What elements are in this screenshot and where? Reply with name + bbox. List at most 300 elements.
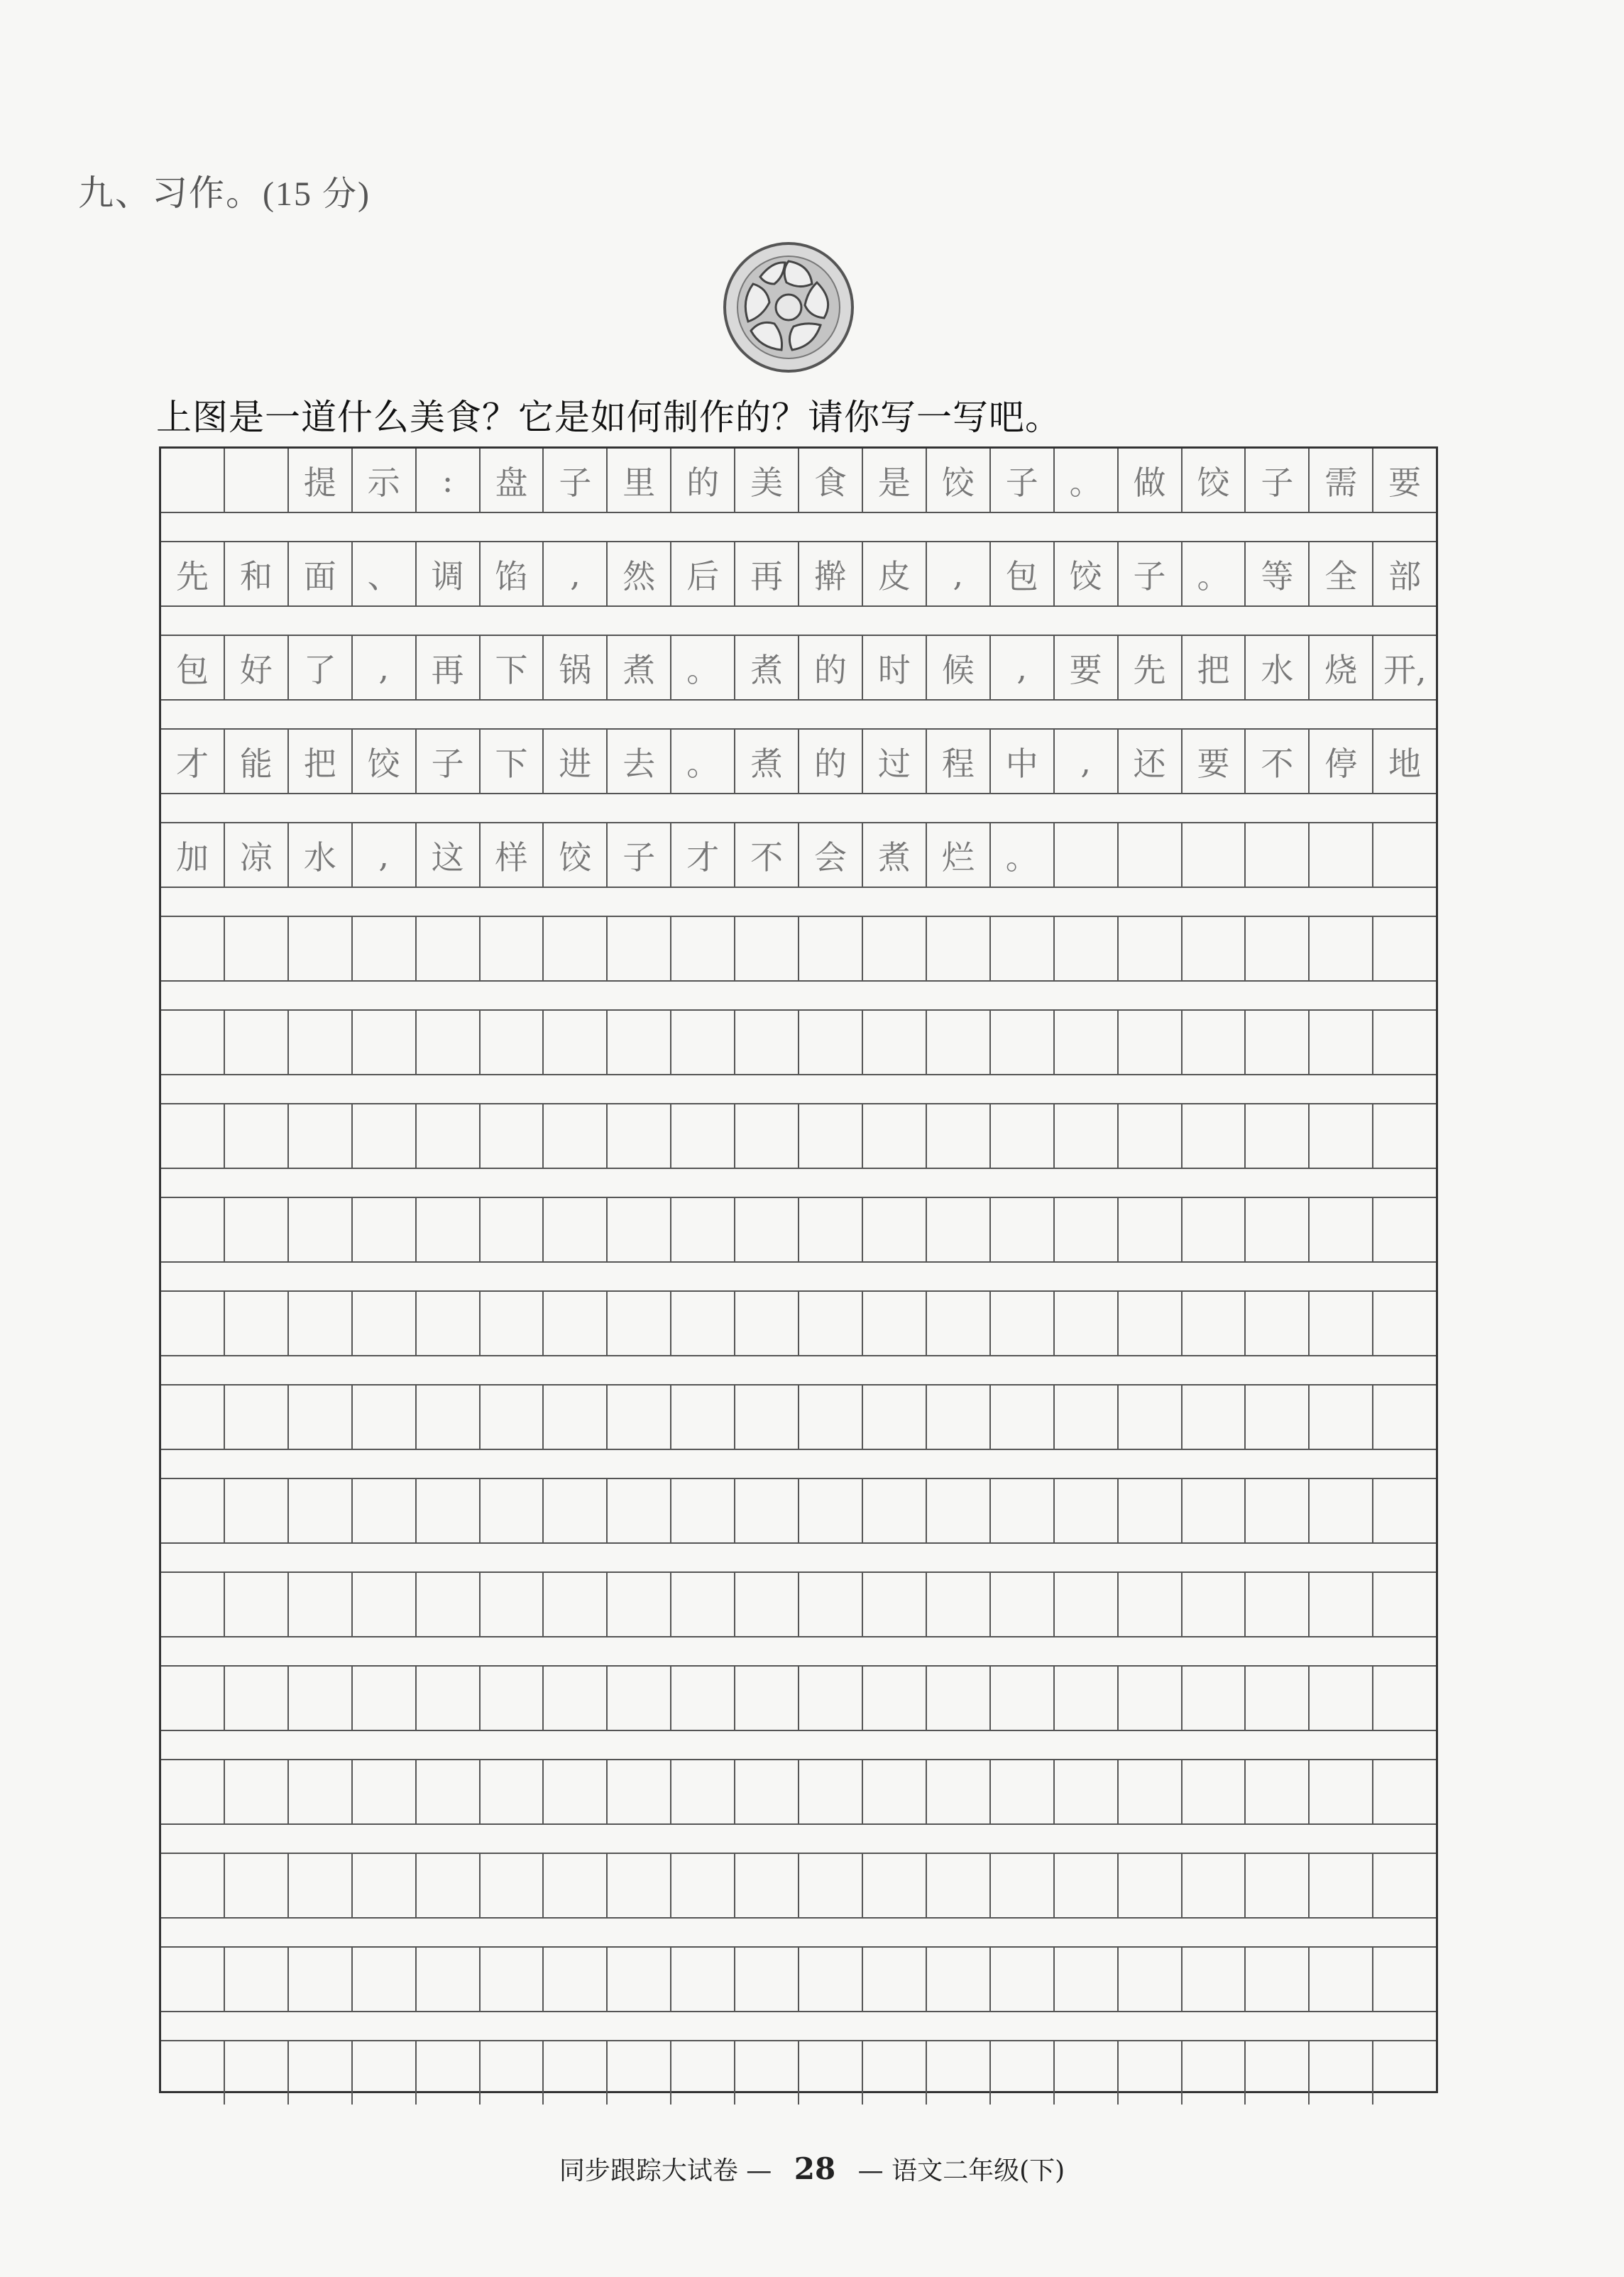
grid-cell[interactable] xyxy=(1373,823,1436,887)
grid-cell[interactable] xyxy=(1183,1198,1246,1261)
grid-cell[interactable] xyxy=(1246,1479,1310,1542)
grid-cell[interactable] xyxy=(1055,1573,1119,1636)
grid-cell[interactable] xyxy=(544,1854,608,1917)
grid-cell[interactable] xyxy=(671,1011,735,1074)
grid-cell[interactable] xyxy=(1246,2041,1310,2105)
grid-cell[interactable] xyxy=(225,917,289,980)
grid-cell[interactable] xyxy=(1310,1760,1373,1823)
grid-cell[interactable] xyxy=(1310,2041,1373,2105)
grid-cell[interactable] xyxy=(671,917,735,980)
footer-dash-left: — xyxy=(746,2156,772,2185)
grid-cell[interactable] xyxy=(353,917,417,980)
grid-cell[interactable] xyxy=(1119,1948,1183,2011)
grid-cell[interactable] xyxy=(1246,1292,1310,1355)
grid-cell[interactable] xyxy=(671,1667,735,1730)
grid-cell: 去 xyxy=(608,730,671,793)
grid-cell[interactable] xyxy=(544,1760,608,1823)
grid-cell[interactable] xyxy=(863,1104,927,1168)
grid-cell[interactable] xyxy=(481,1011,544,1074)
grid-cell[interactable] xyxy=(991,1760,1055,1823)
grid-cell[interactable] xyxy=(927,1479,991,1542)
grid-cell[interactable] xyxy=(1055,1386,1119,1449)
grid-cell[interactable] xyxy=(735,2041,799,2105)
section-score: (15 分) xyxy=(263,175,371,213)
grid-cell[interactable] xyxy=(1373,1011,1436,1074)
grid-cell[interactable] xyxy=(608,1479,671,1542)
grid-cell[interactable] xyxy=(1246,1198,1310,1261)
grid-cell[interactable] xyxy=(481,1292,544,1355)
grid-cell[interactable] xyxy=(417,1386,481,1449)
grid-cell[interactable] xyxy=(1183,1292,1246,1355)
grid-cell[interactable] xyxy=(1310,1198,1373,1261)
grid-cell[interactable] xyxy=(735,1292,799,1355)
grid-cell[interactable] xyxy=(927,1386,991,1449)
grid-cell[interactable] xyxy=(1246,1573,1310,1636)
grid-cell[interactable] xyxy=(1119,1573,1183,1636)
grid-cell[interactable] xyxy=(353,2041,417,2105)
grid-cell[interactable] xyxy=(799,2041,863,2105)
grid-row xyxy=(161,1168,1436,1261)
grid-cell[interactable] xyxy=(608,1386,671,1449)
grid-cell[interactable] xyxy=(927,2041,991,2105)
grid-cell: 再 xyxy=(417,636,481,699)
grid-cell[interactable] xyxy=(481,1479,544,1542)
grid-cell[interactable] xyxy=(161,1011,225,1074)
grid-cell[interactable] xyxy=(1310,1573,1373,1636)
grid-cell[interactable] xyxy=(417,1573,481,1636)
grid-cell[interactable] xyxy=(289,1573,353,1636)
grid-cell[interactable] xyxy=(863,1760,927,1823)
grid-cell[interactable] xyxy=(608,917,671,980)
grid-cell[interactable] xyxy=(481,1573,544,1636)
grid-cell[interactable] xyxy=(1119,917,1183,980)
grid-cell[interactable] xyxy=(863,2041,927,2105)
grid-cell[interactable] xyxy=(671,1198,735,1261)
grid-cell[interactable] xyxy=(353,1573,417,1636)
grid-cell[interactable] xyxy=(991,1667,1055,1730)
grid-cell[interactable] xyxy=(608,1667,671,1730)
grid-cell[interactable] xyxy=(1055,1011,1119,1074)
grid-cell[interactable] xyxy=(671,1854,735,1917)
grid-cell[interactable] xyxy=(735,1948,799,2011)
grid-cell[interactable] xyxy=(799,917,863,980)
grid-cell[interactable] xyxy=(1183,1854,1246,1917)
grid-cell[interactable] xyxy=(1246,1948,1310,2011)
grid-cells xyxy=(161,1104,1436,1168)
grid-cell[interactable] xyxy=(225,1760,289,1823)
grid-cell[interactable] xyxy=(1246,1667,1310,1730)
grid-cell[interactable] xyxy=(799,1104,863,1168)
grid-cell[interactable] xyxy=(353,1854,417,1917)
grid-cell[interactable] xyxy=(225,1104,289,1168)
grid-cell: 部 xyxy=(1388,556,1422,596)
grid-cell: 包 xyxy=(991,542,1055,605)
grid-cell[interactable] xyxy=(863,1386,927,1449)
grid-cell[interactable] xyxy=(1183,1386,1246,1449)
grid-cell: 要 xyxy=(1388,463,1422,502)
grid-cell[interactable] xyxy=(481,1948,544,2011)
grid-cell[interactable] xyxy=(225,1854,289,1917)
grid-cell[interactable] xyxy=(353,1198,417,1261)
grid-cell[interactable] xyxy=(991,1948,1055,2011)
grid-cell[interactable] xyxy=(1373,1573,1436,1636)
grid-cell[interactable] xyxy=(353,1386,417,1449)
grid-cell[interactable] xyxy=(1246,823,1310,887)
subject-label: 语文二年级(下) xyxy=(891,2156,1065,2185)
grid-cell[interactable] xyxy=(1310,1104,1373,1168)
grid-cell[interactable] xyxy=(544,1292,608,1355)
grid-cell[interactable] xyxy=(481,1854,544,1917)
grid-cell: 。 xyxy=(1183,542,1246,605)
grid-cell[interactable] xyxy=(289,1854,353,1917)
grid-cell[interactable] xyxy=(1055,823,1119,887)
grid-row xyxy=(161,605,1436,699)
grid-cell[interactable] xyxy=(1310,917,1373,980)
grid-cell[interactable] xyxy=(225,1198,289,1261)
grid-cell[interactable] xyxy=(863,1479,927,1542)
grid-cell[interactable] xyxy=(1246,1104,1310,1168)
grid-cell[interactable] xyxy=(161,1198,225,1261)
grid-cell[interactable] xyxy=(735,1104,799,1168)
grid-cell[interactable] xyxy=(289,1104,353,1168)
grid-cell: 候 xyxy=(927,636,991,699)
grid-cell[interactable] xyxy=(1373,1948,1436,2011)
grid-cell[interactable] xyxy=(927,917,991,980)
grid-cell[interactable] xyxy=(1119,2041,1183,2105)
grid-cell[interactable] xyxy=(1119,1011,1183,1074)
grid-cell[interactable] xyxy=(1183,2041,1246,2105)
grid-cell[interactable] xyxy=(799,1667,863,1730)
grid-cell[interactable] xyxy=(927,1760,991,1823)
grid-cell[interactable] xyxy=(735,1386,799,1449)
grid-cell: 里 xyxy=(608,449,671,512)
grid-cell[interactable] xyxy=(225,1292,289,1355)
grid-cell[interactable] xyxy=(417,1667,481,1730)
grid-cell[interactable] xyxy=(671,1479,735,1542)
grid-cell[interactable] xyxy=(991,1011,1055,1074)
grid-cell[interactable] xyxy=(353,1667,417,1730)
grid-cell[interactable] xyxy=(1183,823,1246,887)
grid-cell[interactable] xyxy=(991,1198,1055,1261)
grid-cell[interactable] xyxy=(289,1386,353,1449)
grid-cell[interactable] xyxy=(289,917,353,980)
grid-cell[interactable] xyxy=(1246,1386,1310,1449)
grid-cell[interactable] xyxy=(927,1011,991,1074)
grid-cell[interactable] xyxy=(991,1292,1055,1355)
grid-cell[interactable] xyxy=(671,1760,735,1823)
grid-cell[interactable] xyxy=(927,1292,991,1355)
grid-cell[interactable] xyxy=(481,917,544,980)
grid-cell[interactable] xyxy=(417,1760,481,1823)
grid-cell[interactable] xyxy=(1055,2041,1119,2105)
grid-cell[interactable] xyxy=(863,1292,927,1355)
grid-cell[interactable] xyxy=(1310,823,1373,887)
grid-cell[interactable] xyxy=(1183,1573,1246,1636)
grid-cell[interactable] xyxy=(1055,1292,1119,1355)
grid-cell[interactable] xyxy=(1246,917,1310,980)
grid-cell[interactable] xyxy=(161,1667,225,1730)
grid-cell[interactable] xyxy=(799,1011,863,1074)
grid-cell[interactable] xyxy=(161,1573,225,1636)
grid-cell[interactable] xyxy=(671,1948,735,2011)
grid-cell[interactable] xyxy=(1246,1854,1310,1917)
grid-cell[interactable] xyxy=(1119,1198,1183,1261)
grid-cell[interactable] xyxy=(671,1104,735,1168)
grid-cell[interactable] xyxy=(1119,1479,1183,1542)
grid-cell[interactable] xyxy=(417,1854,481,1917)
grid-cell[interactable] xyxy=(1310,1948,1373,2011)
grid-cell[interactable] xyxy=(1373,1292,1436,1355)
grid-cell[interactable] xyxy=(289,1948,353,2011)
page-footer xyxy=(0,2151,1624,2187)
grid-cell[interactable] xyxy=(991,917,1055,980)
grid-cell[interactable] xyxy=(799,1198,863,1261)
grid-cell[interactable] xyxy=(608,1573,671,1636)
grid-cell[interactable] xyxy=(161,1104,225,1168)
grid-cell: 是 xyxy=(863,449,927,512)
grid-cells xyxy=(161,636,1436,699)
grid-cell[interactable] xyxy=(799,1386,863,1449)
grid-cell[interactable] xyxy=(1310,1011,1373,1074)
grid-cell[interactable] xyxy=(225,1386,289,1449)
grid-cell[interactable] xyxy=(608,1104,671,1168)
grid-cell[interactable] xyxy=(1246,1011,1310,1074)
grid-cell[interactable] xyxy=(1055,1667,1119,1730)
grid-cell[interactable] xyxy=(1183,1667,1246,1730)
grid-cell: 才 xyxy=(671,823,735,887)
grid-cell: 饺 xyxy=(544,823,608,887)
grid-cell[interactable] xyxy=(863,1667,927,1730)
grid-cell[interactable] xyxy=(927,1104,991,1168)
grid-cell[interactable] xyxy=(1119,1760,1183,1823)
grid-cell[interactable] xyxy=(735,1479,799,1542)
grid-cell[interactable] xyxy=(799,1948,863,2011)
grid-cell[interactable] xyxy=(161,1948,225,2011)
grid-cell[interactable] xyxy=(927,1573,991,1636)
grid-row-gap xyxy=(161,1917,1436,1948)
grid-cell[interactable] xyxy=(608,1292,671,1355)
grid-cell[interactable] xyxy=(927,1198,991,1261)
grid-cell[interactable] xyxy=(1055,917,1119,980)
grid-cell[interactable] xyxy=(161,917,225,980)
grid-cell[interactable] xyxy=(289,1011,353,1074)
grid-cell[interactable] xyxy=(544,1573,608,1636)
grid-cell[interactable] xyxy=(671,2041,735,2105)
grid-cell[interactable] xyxy=(1373,1667,1436,1730)
grid-cell[interactable] xyxy=(225,1011,289,1074)
grid-cells xyxy=(161,1948,1436,2011)
grid-cell[interactable] xyxy=(1310,1292,1373,1355)
grid-cell[interactable] xyxy=(1373,1104,1436,1168)
grid-cell[interactable] xyxy=(1373,917,1436,980)
grid-cell[interactable] xyxy=(544,1104,608,1168)
grid-cell[interactable] xyxy=(991,1386,1055,1449)
grid-cells xyxy=(161,1479,1436,1542)
grid-cell[interactable] xyxy=(863,1948,927,2011)
grid-cell[interactable] xyxy=(289,2041,353,2105)
grid-cell[interactable] xyxy=(225,1667,289,1730)
grid-cell[interactable] xyxy=(1246,1760,1310,1823)
grid-cell[interactable] xyxy=(417,1479,481,1542)
grid-cell[interactable] xyxy=(863,1011,927,1074)
grid-cell: : xyxy=(417,449,481,512)
grid-cell[interactable] xyxy=(161,1760,225,1823)
grid-cell[interactable] xyxy=(991,1573,1055,1636)
grid-cell[interactable] xyxy=(417,917,481,980)
grid-cell[interactable] xyxy=(544,1948,608,2011)
grid-cell[interactable] xyxy=(481,1198,544,1261)
grid-cell[interactable] xyxy=(417,1198,481,1261)
grid-cell[interactable] xyxy=(799,1292,863,1355)
grid-cell[interactable] xyxy=(1310,1386,1373,1449)
grid-cell[interactable] xyxy=(863,917,927,980)
grid-cell: 的 xyxy=(799,636,863,699)
grid-cell[interactable] xyxy=(544,1386,608,1449)
grid-cell: 程 xyxy=(927,730,991,793)
grid-cell[interactable] xyxy=(608,1854,671,1917)
grid-cell[interactable] xyxy=(735,1760,799,1823)
grid-cell[interactable] xyxy=(1183,1011,1246,1074)
grid-cell[interactable] xyxy=(1055,1948,1119,2011)
grid-cell[interactable] xyxy=(735,1198,799,1261)
grid-cell[interactable] xyxy=(544,1011,608,1074)
grid-cell[interactable] xyxy=(481,1104,544,1168)
grid-cell[interactable] xyxy=(799,1760,863,1823)
grid-cell[interactable] xyxy=(1183,917,1246,980)
grid-cell[interactable] xyxy=(1183,1104,1246,1168)
grid-cell[interactable] xyxy=(417,2041,481,2105)
grid-cell[interactable] xyxy=(353,1011,417,1074)
grid-cell[interactable] xyxy=(927,1948,991,2011)
grid-cell[interactable] xyxy=(671,1386,735,1449)
grid-cell[interactable] xyxy=(991,1104,1055,1168)
grid-cell[interactable] xyxy=(289,1292,353,1355)
grid-cell[interactable] xyxy=(1119,1854,1183,1917)
grid-cell[interactable] xyxy=(799,1479,863,1542)
grid-cell[interactable] xyxy=(1373,1386,1436,1449)
grid-cell[interactable] xyxy=(289,1667,353,1730)
grid-cell[interactable] xyxy=(1119,1667,1183,1730)
grid-cell[interactable] xyxy=(289,1760,353,1823)
grid-cell[interactable] xyxy=(161,1854,225,1917)
grid-cell[interactable] xyxy=(735,917,799,980)
grid-cell[interactable] xyxy=(735,1854,799,1917)
grid-cell[interactable] xyxy=(735,1573,799,1636)
grid-cell[interactable] xyxy=(417,1292,481,1355)
grid-cell[interactable] xyxy=(1373,1198,1436,1261)
grid-cell: 等 xyxy=(1246,542,1310,605)
grid-cell[interactable] xyxy=(863,1198,927,1261)
grid-cell[interactable] xyxy=(863,1573,927,1636)
grid-cell[interactable] xyxy=(1183,1760,1246,1823)
grid-cells xyxy=(161,1667,1436,1730)
grid-cell[interactable] xyxy=(1310,1479,1373,1542)
grid-cell[interactable] xyxy=(991,1479,1055,1542)
grid-cell[interactable] xyxy=(927,1667,991,1730)
grid-cell[interactable] xyxy=(481,1667,544,1730)
grid-cell[interactable] xyxy=(608,1198,671,1261)
grid-cell[interactable] xyxy=(671,1573,735,1636)
grid-cell[interactable] xyxy=(608,1011,671,1074)
grid-cells xyxy=(161,823,1436,887)
grid-cell[interactable] xyxy=(1183,1948,1246,2011)
grid-cell[interactable] xyxy=(481,1386,544,1449)
grid-cell[interactable] xyxy=(544,1667,608,1730)
grid-cell[interactable] xyxy=(353,1760,417,1823)
grid-cell[interactable] xyxy=(544,1479,608,1542)
grid-cell[interactable] xyxy=(1055,1760,1119,1823)
grid-cell[interactable] xyxy=(481,2041,544,2105)
grid-cell[interactable] xyxy=(353,1479,417,1542)
grid-cell[interactable] xyxy=(544,2041,608,2105)
grid-cell[interactable] xyxy=(225,449,289,512)
grid-cell[interactable] xyxy=(161,449,225,512)
grid-cell[interactable] xyxy=(353,1104,417,1168)
grid-cell[interactable] xyxy=(1055,1104,1119,1168)
grid-cell[interactable] xyxy=(1310,1667,1373,1730)
grid-cell[interactable] xyxy=(1119,1386,1183,1449)
grid-cell[interactable] xyxy=(225,2041,289,2105)
grid-cell[interactable] xyxy=(417,1011,481,1074)
grid-cell[interactable] xyxy=(1055,1854,1119,1917)
grid-cell[interactable] xyxy=(1310,1854,1373,1917)
grid-cell[interactable] xyxy=(289,1479,353,1542)
grid-cell[interactable] xyxy=(481,1760,544,1823)
grid-cell[interactable] xyxy=(225,1573,289,1636)
grid-row xyxy=(161,1449,1436,1542)
grid-row xyxy=(161,793,1436,887)
grid-cell[interactable] xyxy=(161,1386,225,1449)
grid-cell[interactable] xyxy=(1055,1198,1119,1261)
grid-cell[interactable] xyxy=(225,1479,289,1542)
grid-cell[interactable] xyxy=(225,1948,289,2011)
grid-cell[interactable] xyxy=(735,1011,799,1074)
grid-cell[interactable] xyxy=(161,2041,225,2105)
grid-cell[interactable] xyxy=(417,1104,481,1168)
grid-cell[interactable] xyxy=(1373,1479,1436,1542)
grid-cell[interactable] xyxy=(671,1292,735,1355)
grid-cell[interactable] xyxy=(1119,1104,1183,1168)
grid-cell[interactable] xyxy=(289,1198,353,1261)
grid-cell[interactable] xyxy=(799,1854,863,1917)
grid-cell[interactable] xyxy=(927,1854,991,1917)
grid-cell[interactable] xyxy=(1119,823,1183,887)
grid-cell[interactable] xyxy=(353,1948,417,2011)
grid-cell[interactable] xyxy=(799,1573,863,1636)
grid-cell[interactable] xyxy=(353,1292,417,1355)
grid-cell[interactable] xyxy=(608,1948,671,2011)
grid-cell[interactable] xyxy=(544,917,608,980)
grid-cell[interactable] xyxy=(608,2041,671,2105)
grid-cell: 、 xyxy=(353,542,417,605)
grid-cell[interactable] xyxy=(1373,1760,1436,1823)
grid-cell[interactable] xyxy=(991,1854,1055,1917)
grid-cell[interactable] xyxy=(735,1667,799,1730)
grid-cell[interactable] xyxy=(991,2041,1055,2105)
grid-cell[interactable] xyxy=(1373,1854,1436,1917)
grid-row xyxy=(161,1074,1436,1168)
grid-cell[interactable] xyxy=(161,1479,225,1542)
grid-cell[interactable] xyxy=(1119,1292,1183,1355)
grid-cell[interactable] xyxy=(417,1948,481,2011)
grid-cell[interactable] xyxy=(544,1198,608,1261)
grid-cell[interactable] xyxy=(1183,1479,1246,1542)
grid-cell[interactable] xyxy=(608,1760,671,1823)
grid-cell[interactable] xyxy=(161,1292,225,1355)
grid-cell[interactable] xyxy=(1373,2041,1436,2105)
grid-cell[interactable] xyxy=(1055,1479,1119,1542)
grid-cell[interactable] xyxy=(863,1854,927,1917)
